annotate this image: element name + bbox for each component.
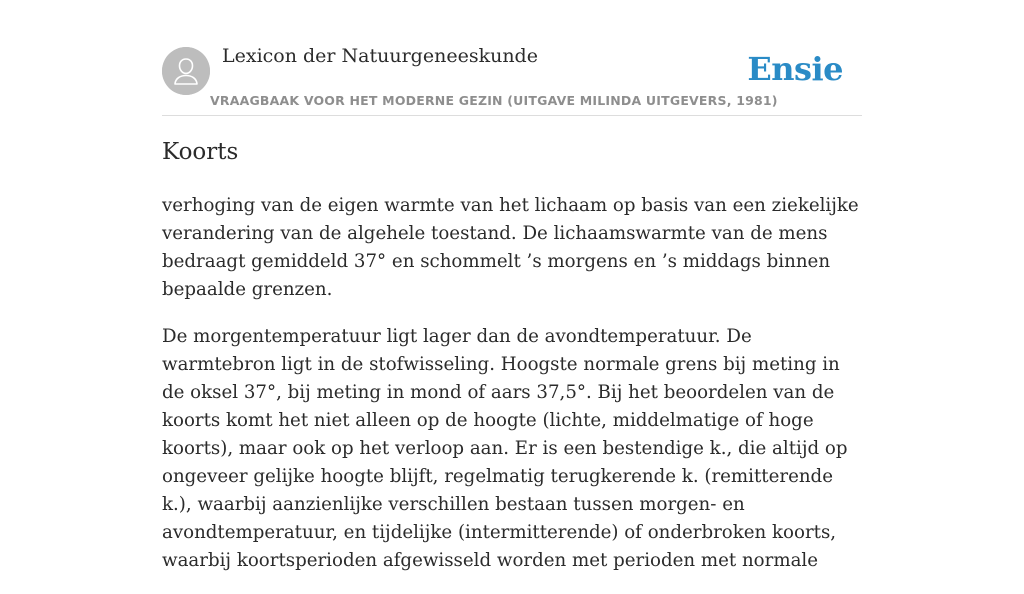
source-title[interactable]: Lexicon der Natuurgeneeskunde [222,45,538,67]
user-icon[interactable] [162,47,210,95]
entry-paragraph: De morgentemperatuur ligt lager dan de avondtemperatuur. De warmtebron ligt in de stofwisseling. Hoogste normale grens bij meting in de oksel 37°, bij meting in mond of aars 37,5°. Bij het beoordelen van de koorts komt het niet alleen op de hoogte (lichte, middelmatige of hoge koorts), maar ook op het verloop aan. Er is een bestendige k., die altijd op ongeveer gelijke hoogte blijft, regelmatig terugkerende k. (remitterende k.), waarbij aanzienlijke verschillen bestaan tussen morgen- en avondtemperatuur, en tijdelijke (intermitterende) of onderbroken koorts, waarbij koortsperioden afgewisseld worden met perioden met normale [162,326,848,571]
entry-paragraph: verhoging van de eigen warmte van het lichaam op basis van een ziekelijke verandering van de algehele toestand. De lichaamswarmte van de mens bedraagt gemiddeld 37° en schommelt ’s morgens en ’s middags binnen bepaalde grenzen. [162,195,859,300]
source-subtitle: VRAAGBAAK VOOR HET MODERNE GEZIN (UITGAVE MILINDA UITGEVERS, 1981) [210,93,778,108]
brand-logo[interactable]: Ensie [747,50,843,88]
entry-body [162,192,862,594]
content-column [162,0,862,571]
source-header [162,0,862,116]
entry-title: Koorts [162,139,239,165]
